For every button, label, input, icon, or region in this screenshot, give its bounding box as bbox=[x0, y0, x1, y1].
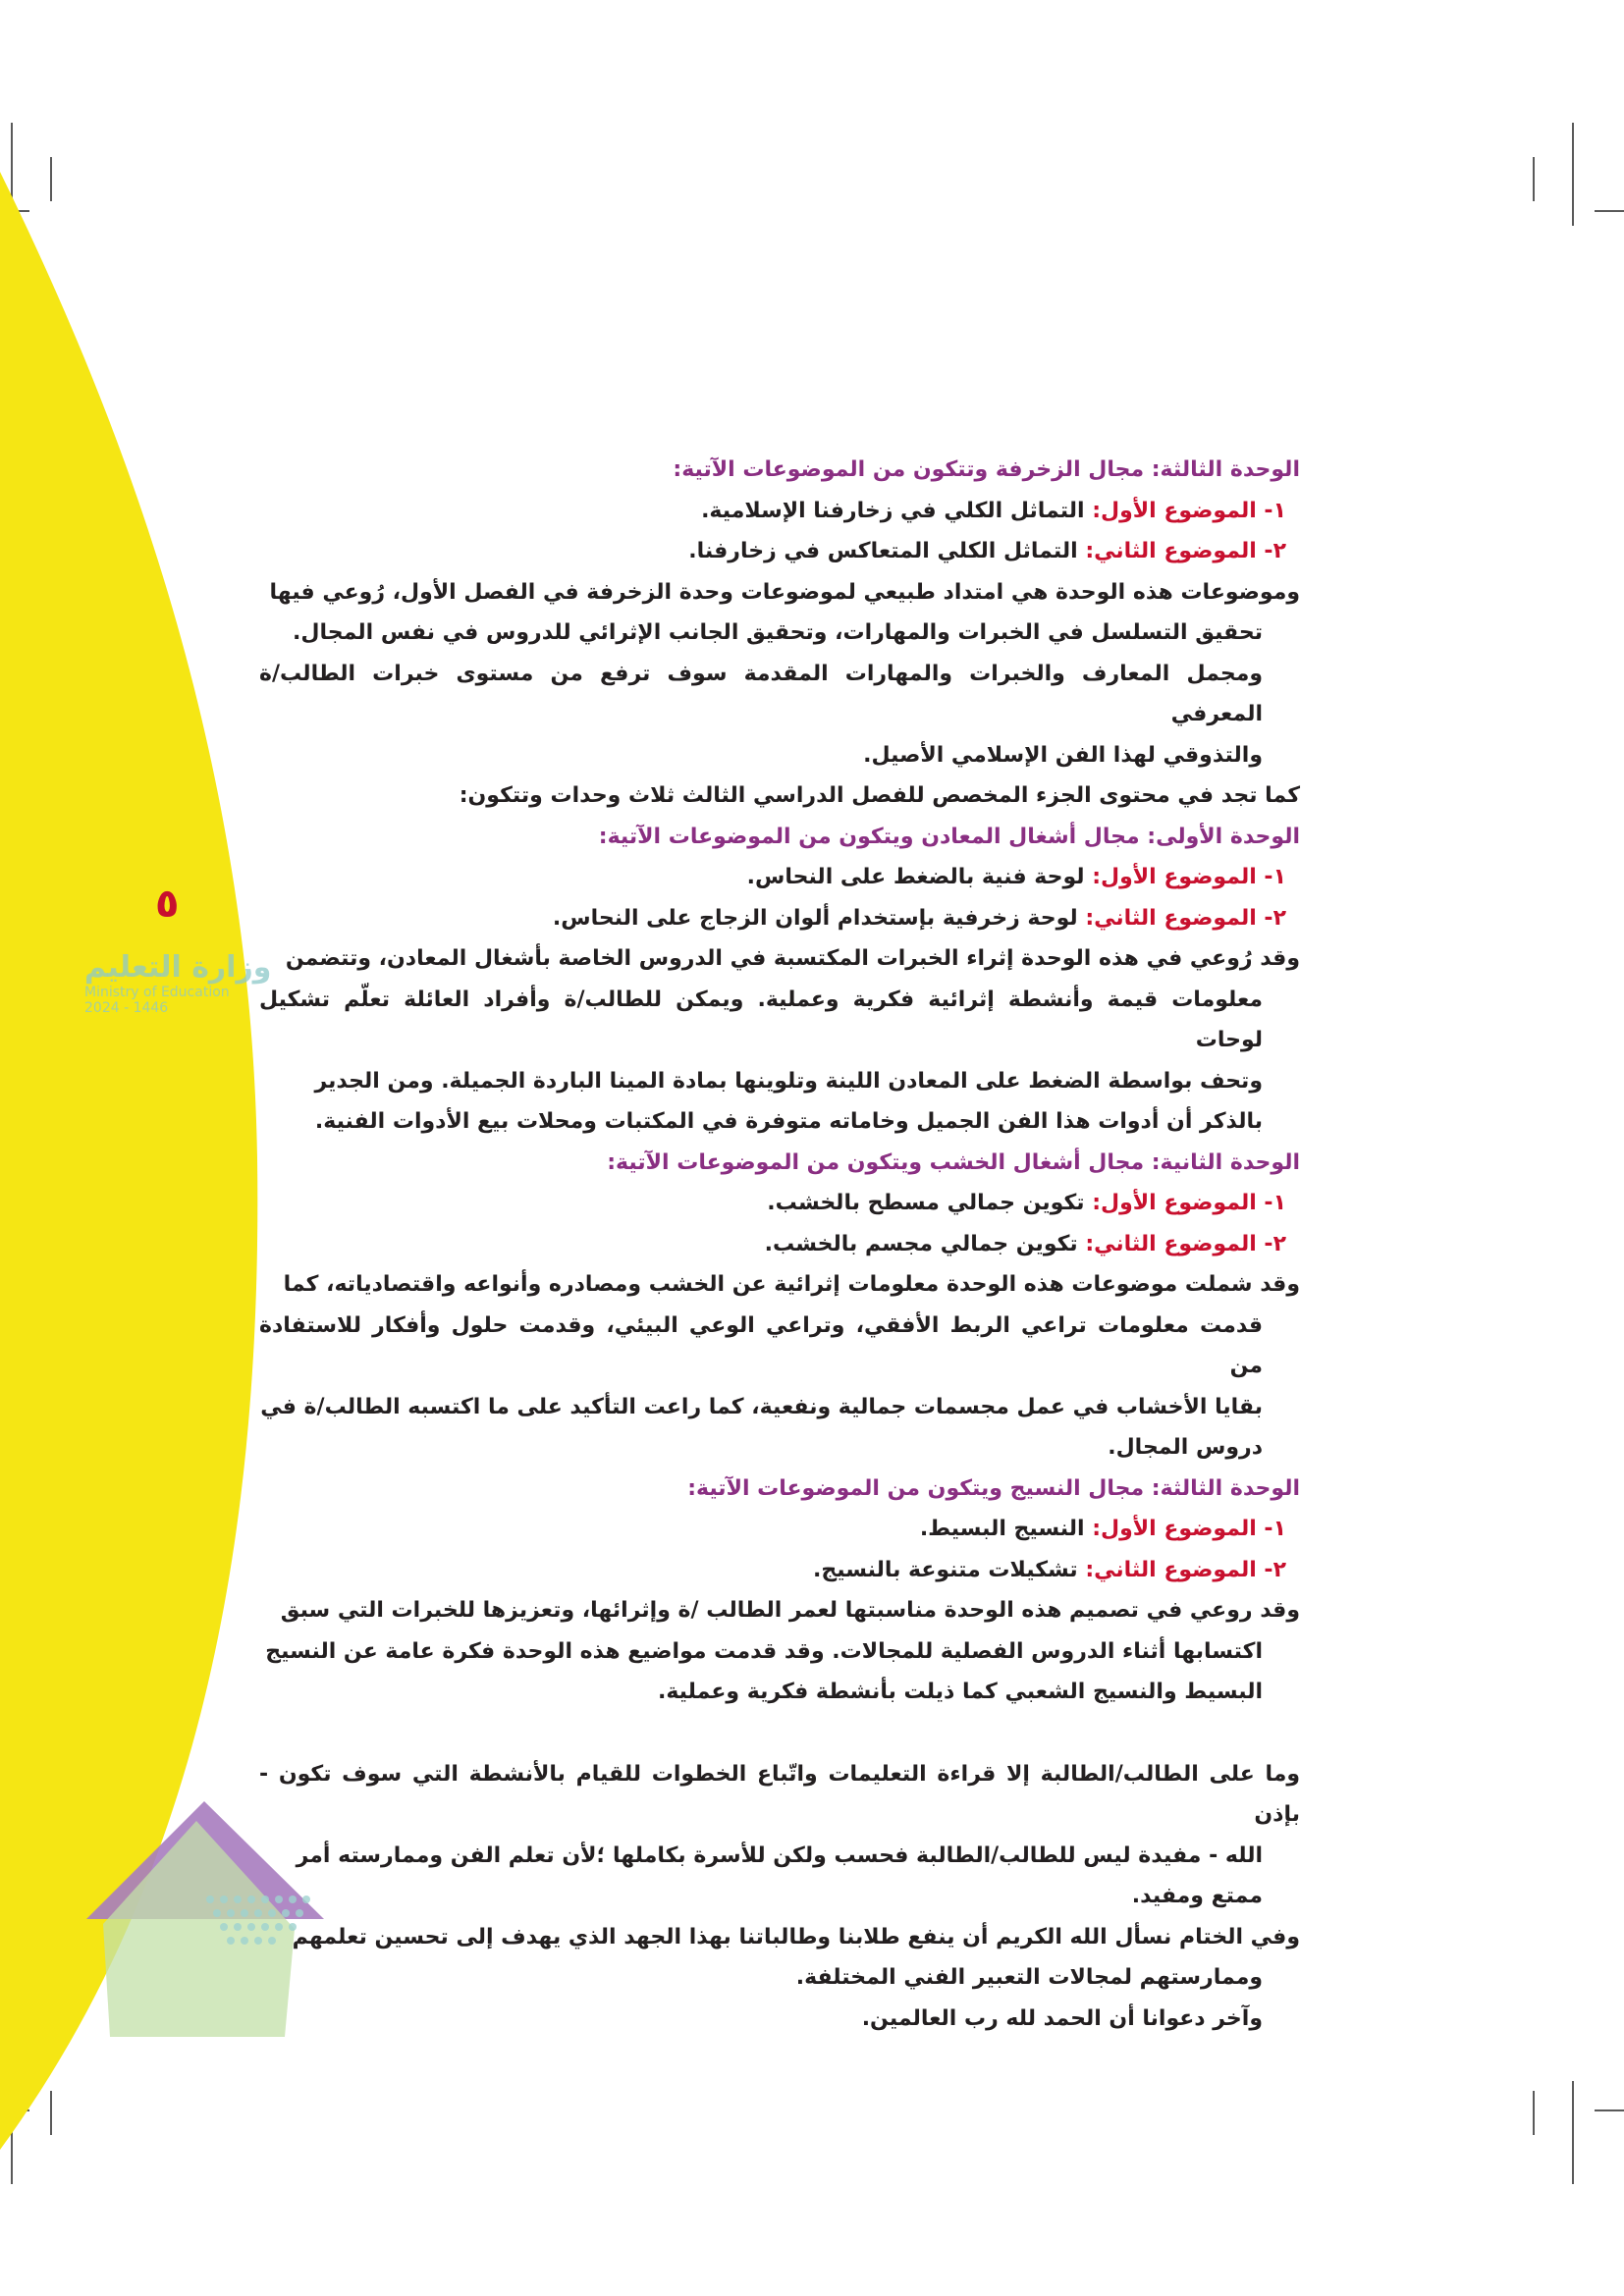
unit-heading: الوحدة الثانية: مجال أشغال الخشب ويتكون من الموضوعات الآتية: bbox=[607, 1149, 1300, 1175]
body-paragraph bbox=[259, 572, 1300, 776]
ministry-year: 2024 - 1446 bbox=[84, 1000, 169, 1016]
unit-heading: الوحدة الأولى: مجال أشغال المعادن ويتكون من الموضوعات الآتية: bbox=[598, 824, 1300, 849]
topic-title: تكوين جمالي مسطح بالخشب. bbox=[767, 1191, 1093, 1215]
body-line: كما تجد في محتوى الجزء المخصص للفصل الدراسي الثالث ثلاث وحدات وتتكون: bbox=[459, 783, 1300, 808]
paragraph-line: وآخر دعوانا أن الحمد لله رب العالمين. bbox=[861, 2005, 1263, 2031]
topic-item bbox=[259, 531, 1300, 572]
topic-label: ٢- الموضوع الثاني: bbox=[1085, 1231, 1286, 1256]
topic-title: تشكيلات متنوعة بالنسيج. bbox=[813, 1557, 1086, 1582]
topic-item bbox=[259, 898, 1300, 939]
page-body-text bbox=[259, 450, 1300, 2039]
topic-title: لوحة فنية بالضغط على النحاس. bbox=[746, 865, 1093, 889]
body-paragraph bbox=[259, 1264, 1300, 1468]
topic-label: ٢- الموضوع الثاني: bbox=[1085, 1557, 1286, 1582]
topic-item bbox=[259, 1183, 1300, 1224]
topic-label: ١- الموضوع الأول: bbox=[1092, 1191, 1286, 1215]
topic-item bbox=[259, 857, 1300, 898]
topic-title: النسيج البسيط. bbox=[919, 1517, 1093, 1541]
body-paragraph bbox=[259, 938, 1300, 1143]
paragraph-first-line: وقد رُوعي في هذه الوحدة إثراء الخبرات المكتسبة في الدروس الخاصة بأشغال المعادن، وتتضمن bbox=[285, 946, 1300, 971]
section-spacer bbox=[259, 1713, 1300, 1754]
paragraph-line: ومجمل المعارف والخبرات والمهارات المقدمة سوف ترفع من مستوى خبرات الطالب/ة المعرفي bbox=[259, 661, 1263, 726]
unit-heading: الوحدة الثالثة: مجال النسيج ويتكون من الموضوعات الآتية: bbox=[687, 1475, 1300, 1501]
paragraph-line: اكتسابها أثناء الدروس الفصلية للمجالات. وقد قدمت مواضيع هذه الوحدة فكرة عامة عن النسيج bbox=[265, 1638, 1263, 1664]
paragraph-first-line: وقد شملت موضوعات هذه الوحدة معلومات إثرائية عن الخشب ومصادره وأنواعه واقتصادياته، كما bbox=[283, 1272, 1300, 1297]
paragraph-first-line: وقد روعي في تصميم هذه الوحدة مناسبتها لعمر الطالب /ة وإثرائها، وتعزيزها للخبرات التي سبق bbox=[280, 1598, 1300, 1623]
ministry-name-arabic: وزارة التعليم bbox=[84, 950, 272, 985]
topic-item bbox=[259, 1509, 1300, 1550]
paragraph-line: بالذكر أن أدوات هذا الفن الجميل وخاماته متوفرة في المكتبات ومحلات بيع الأدوات الفنية. bbox=[314, 1109, 1263, 1134]
paragraph-line: وتحف بواسطة الضغط على المعادن اللينة وتلوينها بمادة المينا الباردة الجميلة. ومن الجدير bbox=[314, 1068, 1263, 1094]
topic-item bbox=[259, 491, 1300, 532]
page-number: ٥ bbox=[155, 881, 180, 927]
paragraph-first-line: وفي الختام نسأل الله الكريم أن ينفع طلابنا وطالباتنا بهذا الجهد الذي يهدف إلى تحسين تعلمهم bbox=[292, 1924, 1300, 1949]
paragraph-line: بقايا الأخشاب في عمل مجسمات جمالية ونفعية، كما راعت التأكيد على ما اكتسبه الطالب/ة في bbox=[260, 1394, 1263, 1419]
body-paragraph bbox=[259, 1754, 1300, 1917]
body-paragraph bbox=[259, 1917, 1300, 2040]
paragraph-line: والتذوقي لهذا الفن الإسلامي الأصيل. bbox=[863, 742, 1263, 768]
topic-title: التماثل الكلي المتعاكس في زخارفنا. bbox=[688, 539, 1086, 563]
topic-title: تكوين جمالي مجسم بالخشب. bbox=[764, 1231, 1086, 1256]
topic-label: ١- الموضوع الأول: bbox=[1092, 865, 1286, 889]
paragraph-first-line: وموضوعات هذه الوحدة هي امتداد طبيعي لموضوعات وحدة الزخرفة في الفصل الأول، رُوعي فيها bbox=[269, 579, 1300, 605]
paragraph-line: قدمت معلومات تراعي الربط الأفقي، وتراعي الوعي البيئي، وقدمت حلول وأفكار للاستفادة من bbox=[259, 1312, 1263, 1378]
paragraph-first-line: وما على الطالب/الطالبة إلا قراءة التعليمات واتّباع الخطوات للقيام بالأنشطة التي سوف تكون - بإذن bbox=[259, 1761, 1300, 1827]
body-paragraph bbox=[259, 1590, 1300, 1713]
topic-title: التماثل الكلي في زخارفنا الإسلامية. bbox=[701, 498, 1093, 523]
paragraph-line: دروس المجال. bbox=[1108, 1435, 1263, 1460]
topic-label: ٢- الموضوع الثاني: bbox=[1085, 905, 1286, 931]
topic-item bbox=[259, 1550, 1300, 1591]
topic-item bbox=[259, 1224, 1300, 1265]
topic-label: ١- الموضوع الأول: bbox=[1092, 498, 1286, 523]
paragraph-line: تحقيق التسلسل في الخبرات والمهارات، وتحقيق الجانب الإثرائي للدروس في نفس المجال. bbox=[293, 620, 1263, 645]
paragraph-line: وممارستهم لمجالات التعبير الفني المختلفة. bbox=[795, 1965, 1263, 1990]
unit-heading: الوحدة الثالثة: مجال الزخرفة وتتكون من الموضوعات الآتية: bbox=[673, 457, 1300, 482]
paragraph-line: البسيط والنسيج الشعبي كما ذيلت بأنشطة فكرية وعملية. bbox=[657, 1680, 1263, 1704]
topic-title: لوحة زخرفية بإستخدام ألوان الزجاج على النحاس. bbox=[552, 905, 1086, 931]
paragraph-line: الله - مفيدة ليس للطالب/الطالبة فحسب ولكن للأسرة بكاملها ؛لأن تعلم الفن وممارسته أمر bbox=[296, 1842, 1263, 1868]
topic-label: ٢- الموضوع الثاني: bbox=[1085, 539, 1286, 563]
ministry-name-english: Ministry of Education bbox=[84, 985, 230, 1000]
paragraph-line: ممتع ومفيد. bbox=[1131, 1884, 1263, 1908]
topic-label: ١- الموضوع الأول: bbox=[1092, 1517, 1286, 1541]
paragraph-line: معلومات قيمة وأنشطة إثرائية فكرية وعملية. ويمكن للطالب/ة وأفراد العائلة تعلّم تشكيل لوحات bbox=[259, 987, 1263, 1052]
